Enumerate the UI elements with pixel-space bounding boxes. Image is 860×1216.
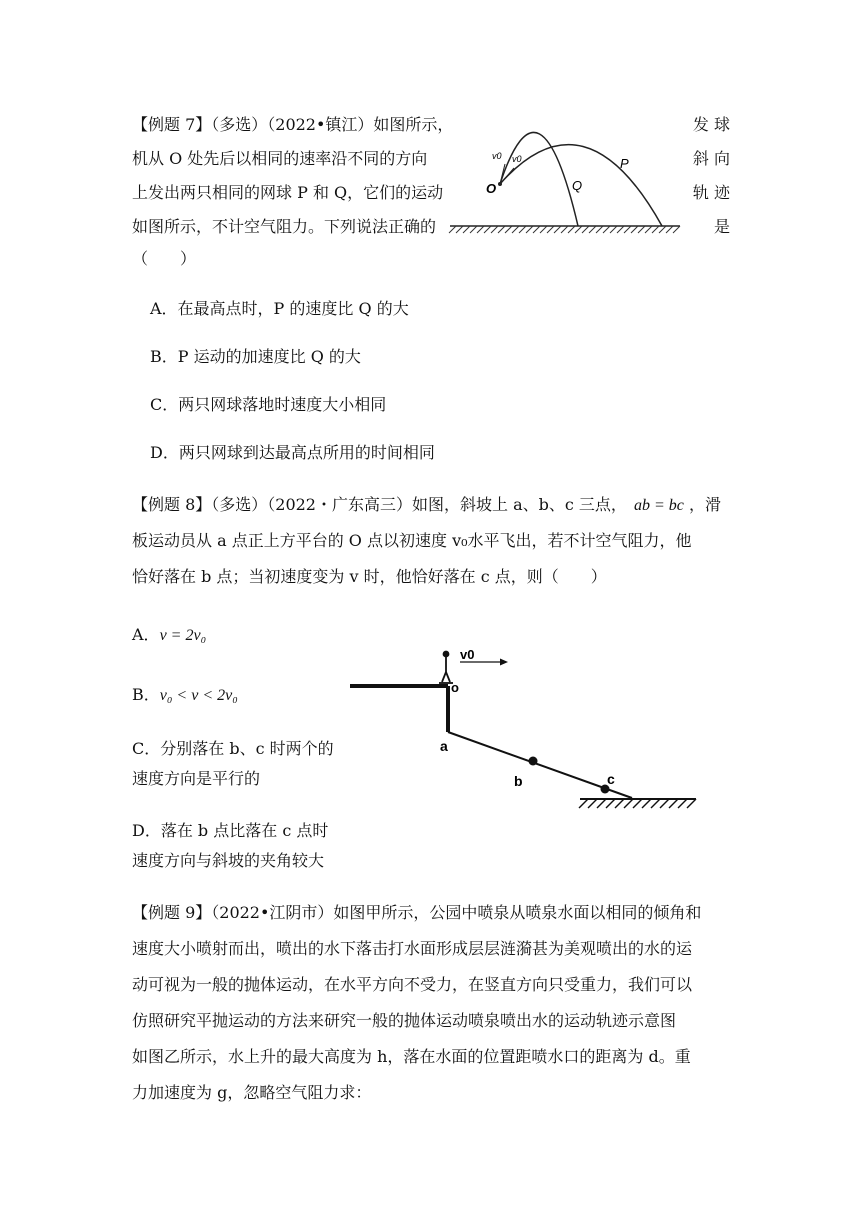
- q7-option-c: C．两只网球落地时速度大小相同: [150, 395, 387, 414]
- q7-line-4: 如图所示，不计空气阻力。下列说法正确的 是: [132, 217, 730, 236]
- q7-ground-hatch: [449, 226, 680, 233]
- q8-arrow-head: [500, 659, 508, 666]
- q8-option-d-line-2: 速度方向与斜坡的夹角较大: [132, 851, 325, 870]
- q8-label-b: b: [514, 773, 523, 789]
- q8-option-b: B．v₀ < v < 2v₀: [132, 685, 238, 704]
- q7-answer-paren: （ ）: [132, 249, 197, 268]
- q8-label-a: a: [440, 738, 448, 754]
- q7-line-3: 上发出两只相同的网球 P 和 Q，它们的运动 轨 迹: [132, 183, 730, 202]
- q8-point-b: [529, 757, 538, 766]
- q8-slope-figure: [348, 646, 708, 821]
- q8-skater-icon: [439, 652, 453, 684]
- q9-line-6: 力加速度为 g，忽略空气阻力求：: [132, 1083, 372, 1102]
- q7-line-2: 机从 O 处先后以相同的速率沿不同的方向 斜 向: [132, 149, 730, 168]
- q8-equation-ab-bc: ab = bc: [634, 497, 684, 514]
- q8-line-2: 板运动员从 a 点正上方平台的 O 点以初速度 v₀水平飞出，若不计空气阻力，他: [132, 531, 692, 550]
- q8-label-v0: v0: [460, 647, 475, 662]
- q9-line-5: 如图乙所示，水上升的最大高度为 h，落在水面的位置距喷水口的距离为 d。重: [132, 1047, 691, 1066]
- q9-line-3: 动可视为一般的抛体运动，在水平方向不受力，在竖直方向只受重力，我们可以: [132, 975, 693, 994]
- q9-line-1: 【例题 9】（2022•江阴市）如图甲所示，公园中喷泉从喷泉水面以相同的倾角和: [132, 903, 702, 922]
- q9-line-4: 仿照研究平抛运动的方法来研究一般的抛体运动喷泉喷出水的运动轨迹示意图: [132, 1011, 677, 1030]
- q7-trajectory-q: [500, 132, 578, 226]
- q7-label-v0-1: v0: [492, 151, 502, 161]
- q9-line-2: 速度大小喷射而出，喷出的水下落击打水面形成层层涟漪甚为美观喷出的水的运: [132, 939, 693, 958]
- q8-option-c-line-2: 速度方向是平行的: [132, 769, 261, 788]
- q8-line-3: 恰好落在 b 点；当初速度变为 v 时，他恰好落在 c 点，则（ ）: [132, 567, 607, 586]
- q8-option-c-line-1: C．分别落在 b、c 时两个的: [132, 739, 334, 758]
- q7-option-b: B．P 运动的加速度比 Q 的大: [150, 347, 361, 366]
- q7-option-a: A．在最高点时，P 的速度比 Q 的大: [150, 299, 409, 318]
- q7-option-d: D．两只网球到达最高点所用的时间相同: [150, 443, 435, 462]
- q7-label-v0-2: v0: [512, 154, 522, 164]
- q8-label-c: c: [607, 771, 615, 787]
- q8-ground-hatch: [579, 799, 696, 808]
- q7-label-o: O: [486, 181, 497, 196]
- q7-label-p: P: [620, 156, 629, 171]
- q7-label-q: Q: [572, 178, 583, 193]
- q7-origin-point: [498, 182, 502, 186]
- q8-line-1: 【例题 8】（多选）（2022・广东高三）如图，斜坡上 a、b、c 三点， ab = bc ，滑: [132, 495, 722, 514]
- q7-line-1: 【例题 7】（多选）（2022•镇江）如图所示， 发 球: [132, 115, 730, 134]
- q8-option-d-line-1: D．落在 b 点比落在 c 点时: [132, 821, 329, 840]
- q7-trajectory-figure: [450, 118, 690, 243]
- q8-option-a: A．v = 2v₀: [132, 625, 207, 644]
- q8-label-o: o: [451, 680, 459, 695]
